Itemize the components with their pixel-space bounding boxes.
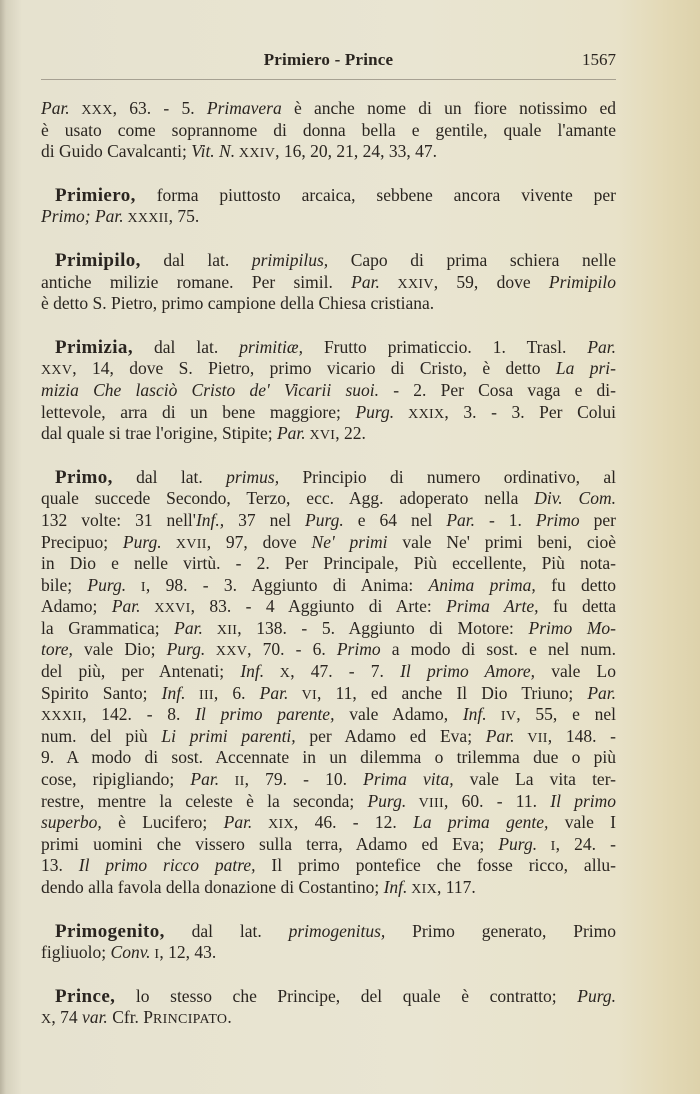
text: Spirito Santo; (41, 682, 162, 703)
text-line (41, 488, 616, 510)
italic-text: Primavera (206, 98, 282, 118)
italic-text: primitiæ, (239, 336, 303, 357)
italic-text: Primo Mo- (528, 617, 616, 638)
text: , 70. - 6. (247, 639, 337, 660)
small-caps-numeral: I (150, 947, 160, 963)
text: dal lat. (140, 249, 252, 270)
text: per (579, 509, 616, 530)
text-line (41, 402, 616, 424)
text: , 79. - 10. (244, 769, 364, 790)
italic-text: Inf. (383, 877, 408, 897)
headword: Primogenito, (55, 920, 165, 942)
headword: Prince, (55, 985, 116, 1007)
italic-text: mizia Che lasciò Cristo de' Vicarii suoi. (41, 379, 380, 400)
text: lettevole, arra di un bene maggiore; (41, 401, 356, 422)
dictionary-entries (41, 98, 616, 1051)
text-line (41, 337, 616, 359)
italic-text: Par. (351, 271, 380, 292)
small-caps-numeral: III (185, 687, 214, 703)
dictionary-entry (41, 337, 616, 445)
entry-continuation (41, 98, 616, 163)
italic-text: Inf. (240, 661, 265, 682)
italic-text: Primo; Par. (41, 206, 124, 227)
italic-text: Par. (111, 596, 141, 617)
italic-text: Vit. N. (191, 141, 236, 162)
text-line (41, 596, 616, 618)
italic-text: Par. (190, 769, 220, 790)
text-line (41, 791, 616, 813)
text: lo stesso che Principe, del quale è contratto; (115, 985, 578, 1006)
text-line (41, 358, 616, 380)
text: vale I (548, 812, 616, 833)
text: , 74 (51, 1007, 83, 1028)
text: del più, per Antenati; (41, 661, 241, 682)
text-line (41, 272, 616, 294)
text: , 22. (335, 423, 366, 444)
running-title: Primiero - Prince (263, 50, 394, 69)
dictionary-entry (41, 467, 616, 899)
dictionary-entry (41, 986, 616, 1029)
small-caps-numeral: VII (514, 730, 548, 746)
italic-text: Prima Arte, (446, 596, 539, 617)
text-line (41, 855, 616, 877)
text-line (41, 575, 616, 597)
text: figliuolo; (41, 942, 111, 963)
text: , 16, 20, 21, 24, 33, 47. (275, 141, 437, 162)
text: , 142. - 8. (82, 704, 196, 725)
text: Frutto primaticcio. 1. Trasl. (302, 336, 588, 357)
dictionary-entry (41, 921, 616, 964)
text: restre, mentre la celeste è la seconda; (41, 790, 368, 811)
small-caps-numeral: XXIV (235, 146, 276, 162)
text: , 3. - 3. Per Colui (444, 401, 616, 422)
italic-text: Purg. (305, 509, 344, 530)
italic-text: Il primo (550, 790, 616, 811)
text: Il primo pontefice che fosse ricco, allu- (255, 855, 616, 876)
text-line (41, 467, 616, 489)
headword: Primipilo, (55, 249, 141, 271)
text: , 11, ed anche Il Dio Triuno; (317, 682, 588, 703)
text-line (41, 141, 616, 163)
italic-text: Purg. (367, 790, 407, 811)
small-caps-numeral: XII (202, 622, 238, 638)
text: 132 volte: 31 nell' (41, 509, 196, 530)
text: , 75. (168, 206, 200, 227)
text: dal quale si trae l'origine, Stipite; (41, 423, 277, 444)
text: 37 nel (224, 509, 305, 530)
text: , 148. - (547, 725, 616, 746)
text: la Grammatica; (41, 617, 175, 638)
text: , 138. - 5. Aggiunto di Motore: (237, 617, 529, 638)
header-rule (41, 79, 616, 80)
small-caps-numeral: XIX (407, 882, 438, 897)
text-line (41, 747, 616, 769)
headword: Primo, (55, 466, 113, 488)
italic-text: Par. (174, 617, 203, 638)
text: Precipuo; (41, 531, 123, 552)
text-line (41, 618, 616, 640)
italic-text: Il primo ricco patre, (78, 855, 256, 876)
text: Cfr. P (107, 1007, 154, 1028)
text-line (41, 661, 616, 683)
text-line (41, 185, 616, 207)
text: 9. A modo di sost. Accennate in un dilemma o trilemma due o più (41, 747, 616, 768)
text: vale Ne' primi beni, cioè (387, 531, 616, 552)
text: - 2. Per Cosa vaga e di- (379, 379, 616, 400)
italic-text: La prima gente, (413, 812, 549, 833)
text: fu detto (535, 574, 616, 595)
italic-text: Li primi parenti, (161, 725, 296, 746)
text: , 6. (213, 682, 260, 703)
italic-text: Inf. (462, 704, 487, 725)
italic-text: Il primo Amore, (400, 661, 536, 682)
text: forma piuttosto arcaica, sebbene ancora vivente per (135, 184, 616, 205)
small-caps-numeral: X (264, 666, 291, 682)
text-line (41, 293, 616, 315)
text: dal lat. (164, 920, 289, 941)
text-line (41, 704, 616, 726)
italic-text: Purg. (122, 531, 162, 552)
text: , 14, dove S. Pietro, primo vicario di Cristo, è detto (72, 358, 556, 379)
italic-text: Conv. (110, 942, 151, 963)
text: - 1. (475, 509, 536, 530)
text: Capo di prima schiera nelle (328, 249, 616, 270)
dictionary-entry (41, 185, 616, 228)
italic-text: Par. (587, 682, 616, 703)
text: vale La vita ter- (453, 769, 616, 790)
text: , 98. - 3. Aggiunto di Anima: (145, 574, 429, 595)
italic-text: primipilus, (251, 249, 329, 270)
text-line (41, 553, 616, 575)
small-caps-numeral: XXVI (140, 601, 191, 617)
text: a modo di sost. e nel num. (380, 639, 616, 660)
small-caps-numeral: XXV (41, 363, 73, 379)
text: , 24. - (555, 833, 616, 854)
small-caps-numeral: XVII (161, 536, 207, 552)
small-caps-numeral: XXIV (379, 276, 434, 292)
text: Adamo; (41, 596, 112, 617)
text: 13. (41, 855, 79, 876)
text-line (41, 120, 616, 142)
italic-text: superbo, (41, 812, 102, 833)
page-header (41, 50, 616, 74)
text: vale Adamo, (334, 704, 463, 725)
text: antiche milizie romane. Per simil. (41, 271, 352, 292)
italic-text: Par. (259, 682, 289, 703)
text-line (41, 250, 616, 272)
text: è anche nome di un fiore notissimo ed (281, 98, 616, 118)
italic-text: primus, (226, 466, 280, 487)
small-caps-numeral: XXV (205, 644, 248, 660)
text: e 64 nel (343, 509, 447, 530)
text: fu detta (538, 596, 616, 617)
text-line (41, 639, 616, 661)
text: , 59, dove (433, 271, 549, 292)
small-caps-numeral: RINCIPATO (153, 1012, 228, 1028)
text-line (41, 206, 616, 228)
text: , 47. - 7. (290, 661, 401, 682)
text-line (41, 921, 616, 943)
dictionary-entry (41, 250, 616, 315)
italic-text: Primipilo (548, 271, 616, 292)
italic-text: La pri- (555, 358, 616, 379)
text-line (41, 726, 616, 748)
headword: Primizia, (55, 336, 133, 358)
small-caps-numeral: VIII (406, 795, 444, 811)
text-line (41, 834, 616, 856)
text: , 63. - 5. (112, 98, 207, 118)
italic-text: Par. (587, 336, 616, 357)
text: Principio di numero ordinativo, al (279, 466, 616, 487)
small-caps-numeral: XXIX (394, 406, 445, 422)
text-line (41, 942, 616, 964)
text-line (41, 510, 616, 532)
italic-text: Primo (535, 509, 580, 530)
small-caps-numeral: I (126, 579, 146, 595)
italic-text: Par. (276, 423, 306, 444)
text: , 117. (437, 877, 476, 897)
small-caps-numeral: XXXII (41, 709, 83, 725)
text: è detto S. Pietro, primo campione della Chiesa cristiana. (41, 293, 435, 314)
italic-text: Par. (41, 98, 70, 118)
text-line (41, 769, 616, 791)
italic-text: Il primo parente, (195, 704, 335, 725)
text: , 12, 43. (159, 942, 217, 963)
small-caps-numeral: XVI (305, 428, 336, 444)
italic-text: Par. (223, 812, 253, 833)
text: Primo generato, Primo (385, 920, 616, 941)
italic-text: Par. (485, 725, 515, 746)
small-caps-numeral: IV (486, 709, 517, 725)
italic-text: Prima vita, (363, 769, 454, 790)
italic-text: Anima prima, (428, 574, 536, 595)
text: vale Dio; (72, 639, 167, 660)
small-caps-numeral: I (537, 838, 556, 854)
italic-text: Purg. (87, 574, 127, 595)
italic-text: Primo (336, 639, 381, 660)
italic-text: var. (82, 1007, 108, 1028)
text: è usato come soprannome di donna bella e gentile, quale l'amante (41, 119, 616, 140)
italic-text: Inf., (195, 509, 225, 530)
italic-text: tore, (41, 639, 73, 660)
small-caps-numeral: XXXII (123, 211, 169, 227)
small-caps-numeral: XIX (252, 817, 294, 833)
italic-text: Inf. (161, 682, 186, 703)
italic-text: primogenitus, (288, 920, 386, 941)
text-line (41, 532, 616, 554)
text-line (41, 986, 616, 1008)
text: quale succede Secondo, Terzo, ecc. Agg. adoperato nella (41, 488, 535, 509)
headword: Primiero, (55, 184, 136, 206)
text: primi uomini che vissero sulla terra, Adamo ed Eva; (41, 833, 499, 854)
italic-text: Div. Com. (534, 488, 616, 509)
text: , 60. - 11. (443, 790, 551, 811)
text: dal lat. (133, 336, 240, 357)
text: in Dio e nelle virtù. - 2. Per Principale, Più eccellente, Più nota- (41, 553, 616, 574)
text-line (41, 423, 616, 445)
text-line (41, 98, 616, 120)
text: , 97, dove (206, 531, 312, 552)
text: vale Lo (535, 661, 616, 682)
italic-text: Ne' primi (311, 531, 388, 552)
italic-text: Purg. (498, 833, 538, 854)
text: , 46. - 12. (293, 812, 414, 833)
italic-text: Purg. (577, 985, 616, 1006)
text: num. del più (41, 725, 162, 746)
small-caps-numeral: VI (288, 687, 318, 703)
text: per Adamo ed Eva; (295, 725, 486, 746)
text: dal lat. (112, 466, 227, 487)
text-line (41, 877, 616, 899)
text: , 55, e nel (516, 704, 616, 725)
text: , 83. - 4 Aggiunto di Arte: (190, 596, 447, 617)
text: . (227, 1007, 232, 1028)
text-line (41, 683, 616, 705)
small-caps-numeral: XXX (69, 103, 113, 118)
page-number: 1567 (582, 50, 616, 69)
text-line (41, 380, 616, 402)
text-line (41, 812, 616, 834)
text: cose, ripigliando; (41, 769, 191, 790)
small-caps-numeral: X (41, 1012, 52, 1028)
italic-text: Purg. (166, 639, 206, 660)
italic-text: Purg. (355, 401, 395, 422)
text: bile; (41, 574, 88, 595)
text-line (41, 1007, 616, 1029)
italic-text: Par. (446, 509, 476, 530)
text: dendo alla favola della donazione di Costantino; (41, 877, 384, 897)
small-caps-numeral: II (219, 774, 245, 790)
text: è Lucifero; (101, 812, 224, 833)
text: di Guido Cavalcanti; (41, 141, 192, 162)
